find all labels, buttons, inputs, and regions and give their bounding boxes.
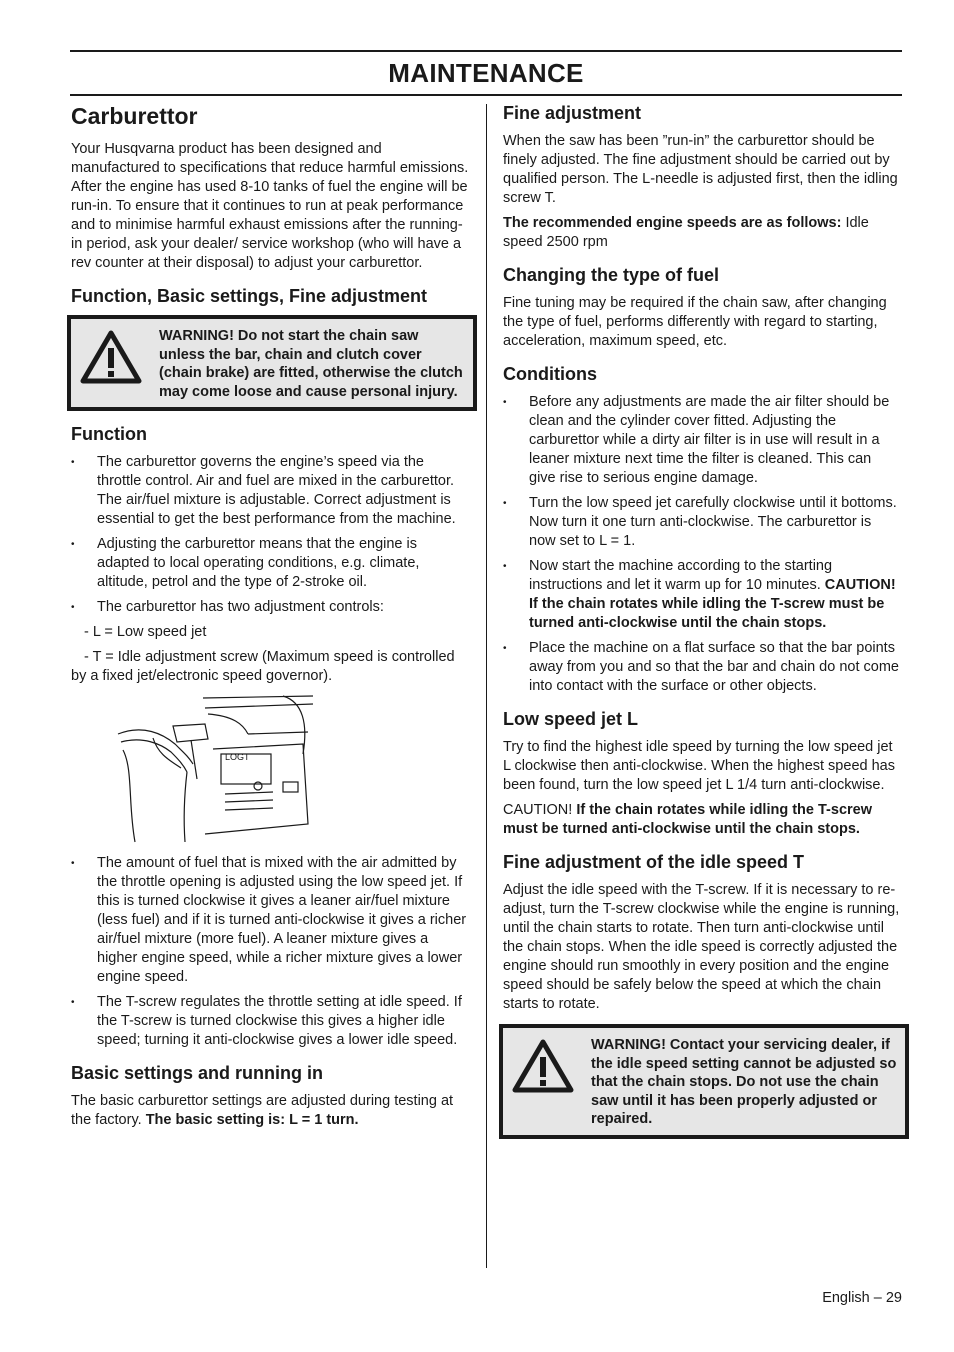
page-number: English – 29 — [822, 1290, 902, 1306]
lowjet-caution-label: CAUTION! — [503, 802, 573, 818]
lowjet-caution-bold: If the chain rotates while idling the T-screw must be turned anti-clockwise until the chain stops. — [503, 802, 873, 837]
basic-paragraph — [71, 1092, 469, 1130]
cond3-text: Now start the machine according to the starting instructions and let it warm up for 10 minutes. — [529, 558, 833, 593]
list-item: • The T-screw regulates the throttle setting at idle speed. If the T-screw is turned clockwise this gives a higher idle speed; turning it anti-clockwise gives a lower idle speed. — [71, 993, 469, 1050]
heading-low-speed-jet: Low speed jet L — [503, 709, 639, 729]
sub-item-l: - L = Low speed jet — [84, 624, 207, 640]
figure-label: LOGT — [225, 752, 250, 762]
intro-paragraph: Your Husqvarna product has been designed and manufactured to specifications that reduce harmful emissions. After the engine has used 8-10 tanks of fuel the engine will be run-in. To ensure that it continues to run at peak performance and to minimise harmful exhaust emissions after the running-in period, ask your dealer/ service workshop (who will have a rev counter at their disposal) to adjust your carburettor. — [71, 141, 469, 271]
fuel-paragraph: Fine tuning may be required if the chain saw, after changing the type of fuel, performs differently with regard to starting, acceleration, maximum speed, etc. — [503, 295, 887, 349]
heading-fuel-type: Changing the type of fuel — [503, 265, 719, 285]
cond3-caution: CAUTION! If the chain rotates while idling the T-screw must be turned anti-clockwise until the chain stops. — [529, 577, 896, 631]
heading-function-basic: Function, Basic settings, Fine adjustment — [71, 286, 428, 306]
heading-conditions: Conditions — [503, 364, 597, 384]
carburettor-adjustment-illustration — [113, 694, 313, 844]
list-item: • Adjusting the carburettor means that the engine is adapted to local operating conditions, e.g. climate, altitude, petrol and the type of 2-stroke oil. — [71, 535, 469, 592]
warning-text: WARNING! Do not start the chain saw unless the bar, chain and clutch cover (chain brake) are fitted, otherwise the clutch may come loose and cause personal injury. — [159, 328, 463, 400]
page-header — [70, 50, 902, 96]
left-column — [71, 100, 469, 1136]
function-list — [71, 453, 469, 617]
heading-idle-speed: Fine adjustment of the idle speed T — [503, 852, 805, 872]
list-item: • Place the machine on a flat surface so that the bar points away from you and so that the bar and chain do not come into contact with the surface or other objects. — [503, 639, 901, 696]
list-item: • Turn the low speed jet carefully clockwise until it bottoms. Now turn it one turn anti-clockwise. The carburettor is now set to L = 1. — [503, 494, 901, 551]
conditions-list — [503, 393, 901, 696]
idle-paragraph: Adjust the idle speed with the T-screw. If it is necessary to re-adjust, turn the T-screw clockwise while the engine is running, until the chain starts to rotate. Then turn anti-clockwise until the chain stops. When the idle speed is correctly adjusted the engine should run smoothly in every position and the engine speed should be safely below the speed at which the chain starts to rotate. — [503, 882, 900, 1012]
warning-box — [67, 315, 477, 411]
speeds-bold: The recommended engine speeds are as follows: — [503, 215, 842, 231]
list-item: • The carburettor governs the engine’s speed via the throttle control. Air and fuel are mixed in the carburettor. The air/fuel mixture is adjustable. Correct adjustment is essential to get the best performance from the machine. — [71, 453, 469, 529]
basic-setting-bold: The basic setting is: L = 1 turn. — [145, 1112, 359, 1128]
list-item: • The carburettor has two adjustment controls: — [71, 598, 469, 617]
warning-triangle-icon — [79, 327, 159, 401]
heading-fine-adjustment: Fine adjustment — [503, 103, 642, 123]
fuel-mixture-list — [71, 854, 469, 1050]
list-item: • The amount of fuel that is mixed with the air admitted by the throttle opening is adjusted using the low speed jet. If this is turned clockwise it gives a leaner air/fuel mixture (less fuel) and if it is turned anti-clockwise it gives a richer air/fuel mixture (more fuel). A leaner mixture gives a higher engine speed, while a richer mixture gives a lower engine speed. — [71, 854, 469, 987]
lowjet-caution-paragraph — [503, 801, 901, 839]
list-item: • Before any adjustments are made the air filter should be clean and the cylinder cover fitted. Adjusting the carburettor while a dirty air filter is in use will result in a leaner mixture next time the filter is cleaned. This can give rise to serious engine damage. — [503, 393, 901, 488]
basic-text: The basic carburettor settings are adjusted during testing at the factory. — [71, 1093, 454, 1128]
heading-basic-settings: Basic settings and running in — [71, 1063, 324, 1083]
right-column — [503, 100, 901, 1149]
fine-paragraph: When the saw has been ”run-in” the carburettor should be finely adjusted. The fine adjustment should be carried out by qualified person. The L-needle is adjusted first, then the idling screw T. — [503, 133, 898, 206]
speeds-paragraph — [503, 214, 901, 252]
heading-function: Function — [71, 424, 147, 444]
sub-item-t: - T = Idle adjustment screw (Maximum speed is controlled by a fixed jet/electronic speed governor). — [71, 649, 455, 684]
warning-text-2: WARNING! Contact your servicing dealer, if the idle speed setting cannot be adjusted so that the chain stops. Do not use the chain saw until it has been properly adjusted or repaired. — [591, 1037, 897, 1127]
warning-triangle-icon — [511, 1036, 591, 1129]
list-item — [503, 557, 901, 633]
speeds-text: Idle speed 2500 rpm — [503, 215, 869, 250]
column-divider — [486, 104, 487, 1268]
warning-box-2 — [499, 1024, 909, 1139]
section-title: Carburettor — [71, 103, 198, 129]
lowjet-paragraph: Try to find the highest idle speed by turning the low speed jet L clockwise then anti-clockwise. When the highest speed has been found, turn the low speed jet L 1/4 turn anti-clockwise. — [503, 739, 895, 793]
page-title: MAINTENANCE — [388, 58, 584, 88]
